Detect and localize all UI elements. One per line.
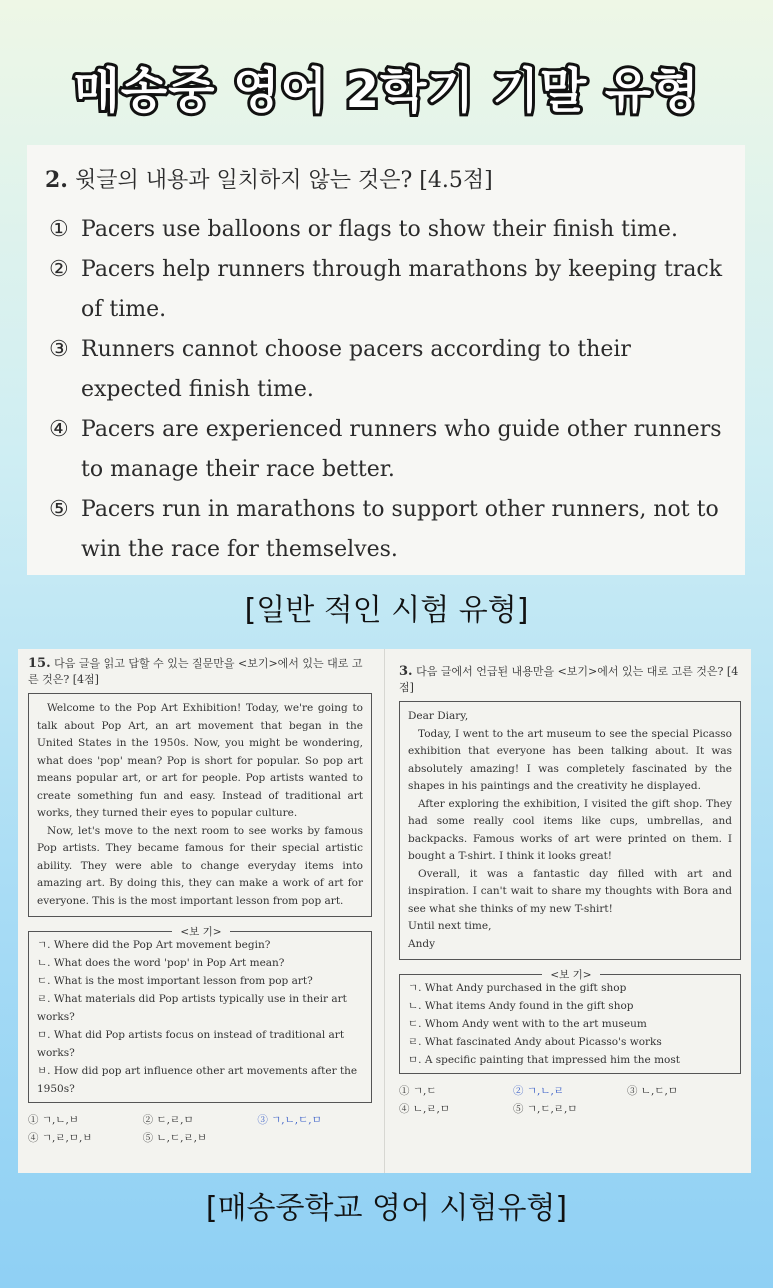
school-exam-scan bbox=[18, 649, 751, 1173]
caption-general: [일반 적인 시험 유형] bbox=[244, 593, 529, 628]
passage-paragraph: Welcome to the Pop Art Exhibition! Today, we're going to talk about Pop Art, an art movement that began in the United States in the 1950s. Now, you might be wondering, what does 'pop' mean? Pop is short for popular. So pop art means popular art, or art for people. Pop artists wanted to create something fun and easy. Instead of traditional art works, they turned their eyes to popular culture. bbox=[37, 702, 363, 819]
passage-box bbox=[399, 701, 741, 960]
bogi-item: ㅁ. A specific painting that impressed him the most bbox=[408, 1054, 680, 1066]
answer-choice: ④ ㄱ,ㄹ,ㅁ,ㅂ bbox=[28, 1132, 93, 1144]
bogi-item: ㄴ. What items Andy found in the gift shop bbox=[408, 1000, 634, 1012]
option-mark: ② bbox=[49, 257, 69, 282]
question-3-column bbox=[384, 649, 751, 1173]
general-exam-scan bbox=[27, 145, 745, 575]
bogi-item: ㅁ. What did Pop artists focus on instead of traditional art works? bbox=[37, 1029, 345, 1059]
question-prompt: 윗글의 내용과 일치하지 않는 것은? [4.5점] bbox=[74, 168, 493, 193]
option-text: Runners cannot choose pacers according to their expected finish time. bbox=[81, 337, 631, 402]
answer-choice: ③ ㄱ,ㄴ,ㄷ,ㅁ bbox=[257, 1114, 322, 1126]
question-header bbox=[45, 163, 731, 194]
option-text: Pacers are experienced runners who guide other runners to manage their race better. bbox=[81, 417, 722, 482]
question-prompt: 다음 글에서 언급된 내용만을 <보기>에서 있는 대로 고른 것은? [4점] bbox=[399, 665, 739, 694]
answer-choice: ① ㄱ,ㄷ bbox=[399, 1085, 437, 1097]
question-prompt: 다음 글을 읽고 답할 수 있는 질문만을 <보기>에서 있는 대로 고른 것은? [4점] bbox=[28, 657, 363, 686]
answer-choice: ③ ㄴ,ㄷ,ㅁ bbox=[627, 1085, 678, 1097]
option-1 bbox=[45, 210, 731, 250]
answer-choice: ② ㄱ,ㄴ,ㄹ bbox=[513, 1085, 564, 1097]
answer-choice: ⑤ ㄴ,ㄷ,ㄹ,ㅂ bbox=[142, 1132, 208, 1144]
question-header bbox=[399, 663, 741, 695]
bogi-item: ㄱ. What Andy purchased in the gift shop bbox=[408, 982, 627, 994]
page-title: 매송중 영어 2학기 기말 유형 bbox=[73, 63, 700, 119]
bogi-item: ㄱ. Where did the Pop Art movement begin? bbox=[37, 939, 271, 951]
option-text: Pacers help runners through marathons by keeping track of time. bbox=[81, 257, 723, 322]
diary-closing: Until next time, bbox=[408, 920, 492, 932]
answer-choice: ① ㄱ,ㄴ,ㅂ bbox=[28, 1114, 79, 1126]
question-number: 2. bbox=[45, 167, 68, 193]
passage-box bbox=[28, 693, 372, 917]
answer-choice: ⑤ ㄱ,ㄷ,ㄹ,ㅁ bbox=[513, 1103, 578, 1115]
option-mark: ① bbox=[49, 217, 69, 242]
option-mark: ⑤ bbox=[49, 497, 69, 522]
bogi-title: <보 기> bbox=[29, 923, 371, 941]
diary-signature: Andy bbox=[408, 937, 435, 950]
option-2 bbox=[45, 250, 731, 330]
answer-choice: ④ ㄴ,ㄹ,ㅁ bbox=[399, 1103, 450, 1115]
answer-choice: ② ㄷ,ㄹ,ㅁ bbox=[142, 1114, 194, 1126]
bogi-item: ㅂ. How did pop art influence other art movements after the 1950s? bbox=[37, 1065, 358, 1095]
answer-choices bbox=[28, 1111, 372, 1147]
option-5 bbox=[45, 490, 731, 570]
bogi-item: ㄷ. Whom Andy went with to the art museum bbox=[408, 1018, 647, 1030]
question-header bbox=[28, 655, 372, 687]
option-mark: ④ bbox=[49, 417, 69, 442]
bogi-item: ㄴ. What does the word 'pop' in Pop Art mean? bbox=[37, 957, 285, 969]
bogi-item: ㄹ. What materials did Pop artists typically use in their art works? bbox=[37, 993, 347, 1023]
answer-choices bbox=[399, 1082, 741, 1118]
bogi-title: <보 기> bbox=[400, 966, 740, 984]
passage-paragraph: After exploring the exhibition, I visited the gift shop. They had some really cool items like cups, umbrellas, and backpacks. Famous works of art were printed on them. I bought a T-shirt. I think it looks great! bbox=[408, 797, 732, 862]
option-4 bbox=[45, 410, 731, 490]
option-3 bbox=[45, 330, 731, 410]
question-number: 3. bbox=[399, 664, 413, 679]
passage-paragraph: Overall, it was a fantastic day filled with art and inspiration. I can't wait to share my thoughts with Bora and see what she thinks of my new T-shirt! bbox=[408, 867, 732, 915]
option-text: Pacers use balloons or flags to show their finish time. bbox=[81, 217, 678, 242]
passage-paragraph: Today, I went to the art museum to see the special Picasso exhibition that everyone has been talking about. It was absolutely amazing! I was completely fascinated by the shapes in his paintings and the creativity he displayed. bbox=[408, 727, 732, 792]
caption-school: [매송중학교 영어 시험유형] bbox=[205, 1191, 568, 1226]
passage-paragraph: Now, let's move to the next room to see works by famous Pop artists. They became famous for their special artistic ability. They were able to change everyday items into amazing art. By doing this, they can make a work of art for everyone. This is the most important lesson from pop art. bbox=[37, 824, 363, 907]
question-15-column bbox=[18, 649, 380, 1173]
option-mark: ③ bbox=[49, 337, 69, 362]
bogi-box bbox=[399, 969, 741, 1074]
bogi-box bbox=[28, 926, 372, 1103]
bogi-item: ㄹ. What fascinated Andy about Picasso's works bbox=[408, 1036, 662, 1048]
bogi-item: ㄷ. What is the most important lesson from pop art? bbox=[37, 975, 313, 987]
question-number: 15. bbox=[28, 656, 51, 671]
diary-greeting: Dear Diary, bbox=[408, 710, 469, 722]
option-text: Pacers run in marathons to support other runners, not to win the race for themselves. bbox=[81, 497, 719, 562]
